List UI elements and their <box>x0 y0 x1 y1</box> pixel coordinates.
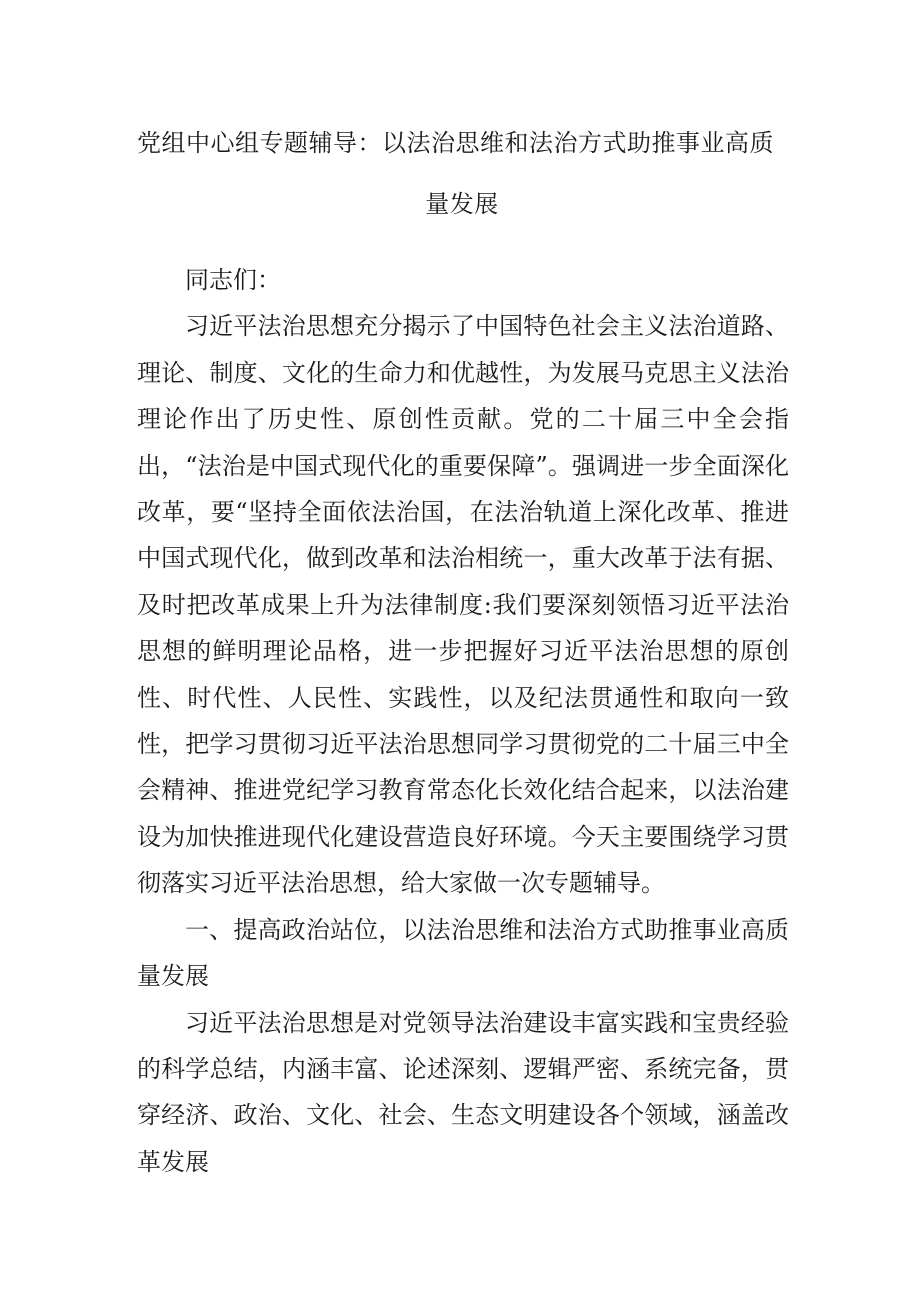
document-title-line-1: 党组中心组专题辅导：以法治思维和法治方式助推事业高质 <box>137 129 774 157</box>
document-title-line-2: 量发展 <box>425 190 499 218</box>
section-1-paragraph: 习近平法治思想是对党领导法治建设丰富实践和宝贵经验的科学总结，内涵丰富、论述深刻、逻辑严密、系统完备，贯穿经济、政治、文化、社会、生态文明建设各个领域，涵盖改革发展 <box>137 1008 789 1176</box>
salutation-paragraph: 同志们： <box>185 266 281 294</box>
section-heading-1: 一、提高政治站位，以法治思维和法治方式助推事业高质量发展 <box>137 915 789 991</box>
document-body <box>137 257 789 1185</box>
intro-paragraph: 习近平法治思想充分揭示了中国特色社会主义法治道路、理论、制度、文化的生命力和优越性，为发展马克思主义法治理论作出了历史性、原创性贡献。党的二十届三中全会指出，“法治是中国式现代化的重要保障”。强调进一步全面深化改革，要“坚持全面依法治国，在法治轨道上深化改革、推进中国式现代化，做到改革和法治相统一，重大改革于法有据、及时把改革成果上升为法律制度:我们要深刻领悟习近平法治思想的鲜明理论品格，进一步把握好习近平法治思想的原创性、时代性、人民性、实践性，以及纪法贯通性和取向一致性，把学习贯彻习近平法治思想同学习贯彻党的二十届三中全会精神、推进党纪学习教育常态化长效化结合起来，以法治建设为加快推进现代化建设营造良好环境。今天主要围绕学习贯彻落实习近平法治思想，给大家做一次专题辅导。 <box>137 312 789 898</box>
